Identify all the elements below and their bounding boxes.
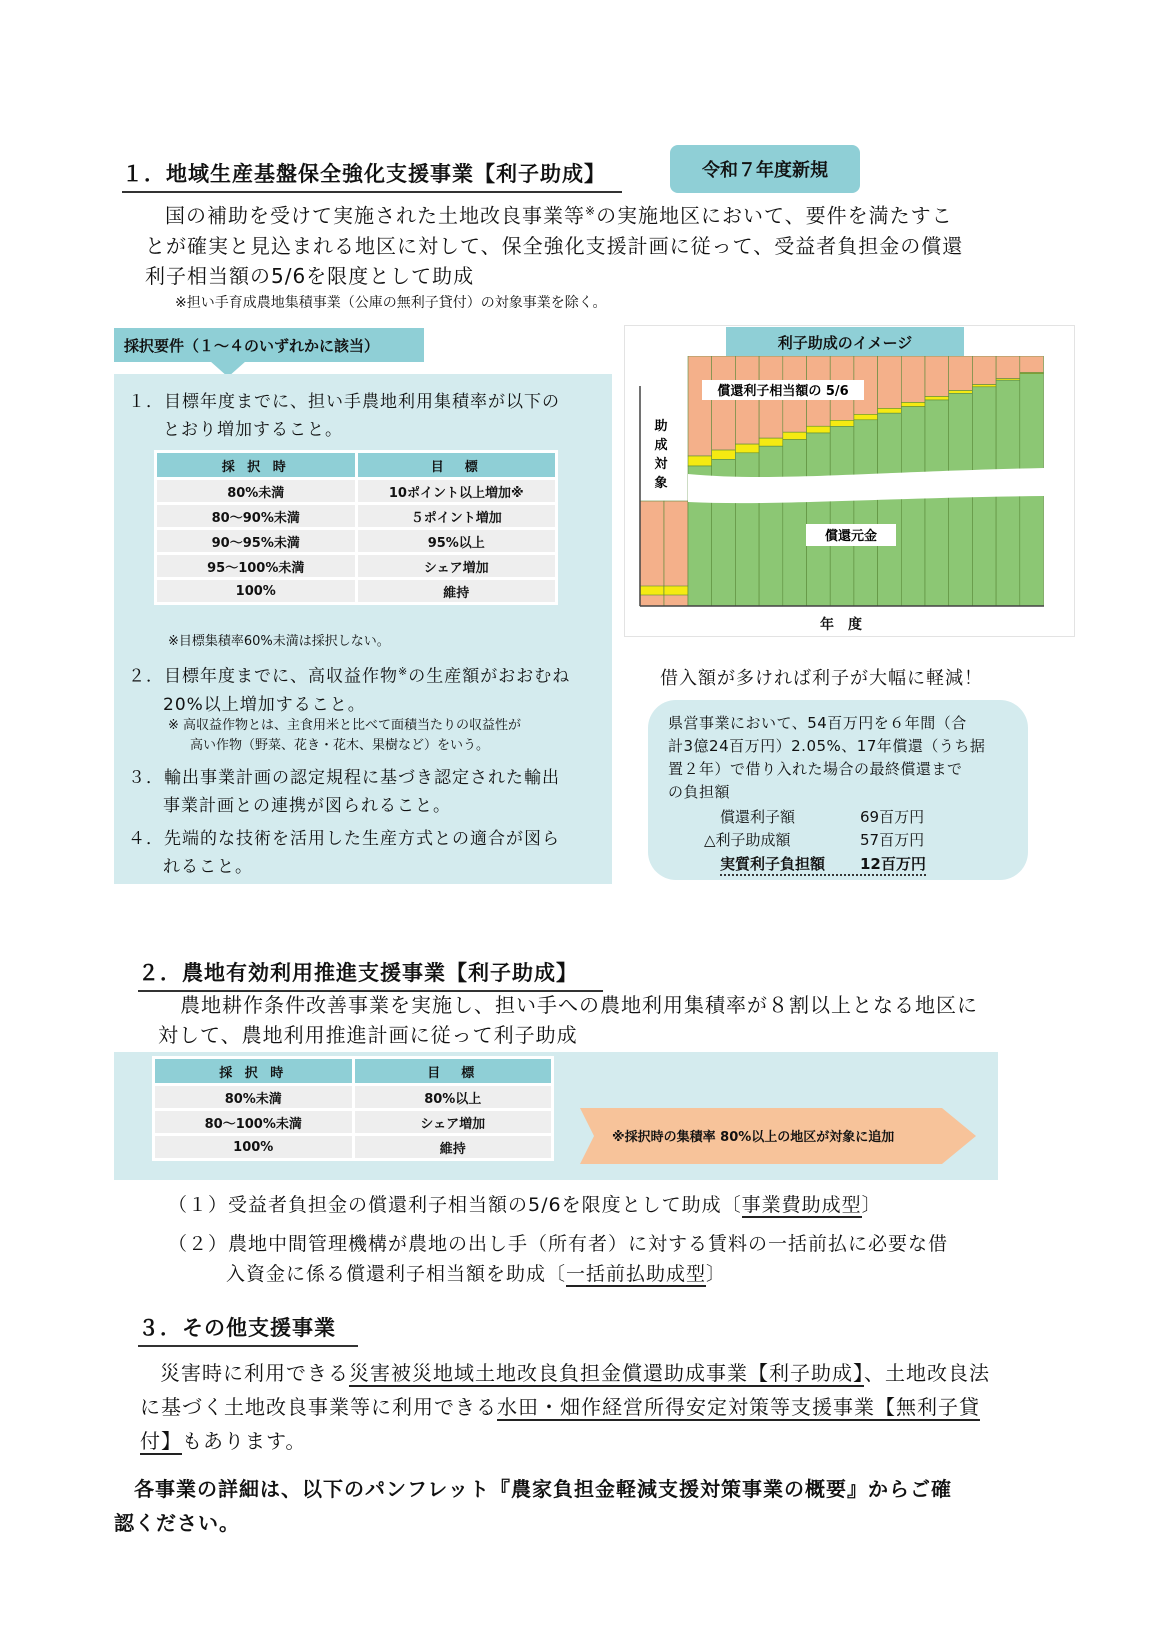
requirement-2 [128,658,570,719]
bar-subsidy-remaining [878,408,902,413]
figure-vlabel [653,418,668,491]
bar-interest [878,356,902,408]
vlabel-char: 対 [654,457,668,472]
requirement-1-line-1: １．目標年度までに、担い手農地利用集積率が以下の [128,392,560,412]
bar-principal [830,426,854,606]
item-2-line-1: （２）農地中間管理機構が農地の出し手（所有者）に対する賃料の一括前払に必要な借 [168,1233,949,1255]
table-header-adopt: 採 択 時 [157,453,355,477]
callout-line: 県営事業において、54百万円を６年間（合 [668,714,967,732]
table-cell: シェア増加 [358,555,556,577]
requirement-tab-label: 採択要件（１～４のいずれかに該当） [124,336,380,355]
requirement-2-line-2: 20%以上増加すること。 [163,694,366,715]
table-row [157,480,555,502]
item-2-type: 一括前払助成型 [566,1263,707,1285]
table-row [157,530,555,552]
bar-interest [972,356,996,385]
bar-subsidy-remaining [688,456,712,466]
bar-subsidy-remaining [830,420,854,426]
bar-subsidy-remaining [807,426,831,433]
bar-subsidy-remaining [901,402,925,406]
table-cell: 80%未満 [157,480,355,502]
bar-interest [712,356,736,450]
table-row [155,1086,551,1108]
bar-interest [735,356,759,444]
table-cell: 80%以上 [355,1086,552,1108]
section2-paragraph [158,990,978,1050]
section1-line-3: 利子相当額の5/6を限度として助成 [145,263,475,288]
requirement-2-line-1 [128,658,570,691]
item-1-close: 〕 [861,1194,882,1216]
item-2-line-2 [168,1259,948,1289]
table-row [157,505,555,527]
callout-row-label: 償還利子額 [720,808,796,826]
item-1-type: 事業費助成型 [741,1194,862,1216]
vlabel-char: 助 [654,419,668,434]
bar-principal [783,440,807,606]
section2-item-1 [168,1190,882,1220]
requirement-2-line-1b: の生産額がおおむね [408,666,571,687]
table-cell: 維持 [358,580,556,602]
bar-principal [949,393,973,606]
bar-principal [901,407,925,606]
section3-title: ３．その他支援事業 [138,1312,358,1347]
requirement-4-line-1: ４．先端的な技術を活用した生産方式との適合が図ら [128,829,560,849]
item-2-text: 入資金に係る償還利子相当額を助成〔 [226,1263,567,1285]
closing-line-1: 各事業の詳細は、以下のパンフレット『農家負担金軽減支援対策事業の概要』からご確 [134,1477,952,1501]
callout-row-value: 69百万円 [860,808,925,826]
requirement-3 [128,764,560,820]
callout-row-1 [720,806,924,827]
table-row [157,555,555,577]
section3-line-1 [140,1356,990,1390]
bar-interest [688,356,712,456]
section2-line-2: 対して、農地利用推進計画に従って利子助成 [158,1023,578,1047]
bar-subsidy-remaining [712,450,736,459]
sup-mark: ※ [398,665,409,678]
target-arrow-text: ※採択時の集積率 80%以上の地区が対象に追加 [612,1130,895,1145]
criteria-table-2 [152,1056,554,1161]
bar-subsidy-remaining [783,432,807,439]
table-cell: 80～100%未満 [155,1111,352,1133]
callout-row-2 [704,829,924,850]
bar-subsidy-remaining [664,586,688,595]
section2-item-2 [168,1229,948,1289]
requirement-3-line-2: 事業計画との連携が図られること。 [163,796,451,816]
p2-link: 水田・畑作経営所得安定対策等支援事業【無利子貸 [497,1395,980,1419]
principal-label: 償還元金 [824,529,878,544]
closing-line-2: 認ください。 [114,1511,240,1535]
section3-closing [114,1472,952,1540]
table-header-adopt: 採 択 時 [155,1059,352,1083]
callout-line: 置２年）で借り入れた場合の最終償還まで [668,760,963,778]
p2-text: に基づく土地改良事業等に利用できる [140,1395,497,1419]
item-2-close: 〕 [706,1263,727,1285]
bar-interest [996,356,1020,379]
bar-subsidy-remaining [972,385,996,387]
bar-interest [1020,356,1044,373]
bar-interest [901,356,925,402]
callout-line: の負担額 [668,783,731,801]
bar-subsidy-remaining [949,391,973,394]
section1-line-1b: の実施地区において、要件を満たすこ [596,203,953,228]
bar-subsidy-remaining [925,397,949,401]
callout-headline: 借入額が多ければ利子が大幅に軽減！ [660,668,983,689]
new-badge [670,145,860,193]
table-header-row [157,453,555,477]
table-cell: ５ポイント増加 [358,505,556,527]
requirement-2-line-1a: ２．目標年度までに、高収益作物 [128,666,398,687]
table-row [157,580,555,602]
bar-principal [854,420,878,606]
requirement-tab [114,328,424,362]
vlabel-char: 象 [654,476,668,491]
interest-label: 償還利子相当額の 5/6 [717,384,849,399]
p1-text: 災害時に利用できる [160,1361,349,1385]
requirement-2-note-line-2: 高い作物（野菜、花き・花木、果樹など）をいう。 [190,738,490,753]
bar-principal [759,446,783,606]
requirement-4-line-2: れること。 [163,857,253,877]
table-header-target: 目 標 [358,453,556,477]
bar-principal [735,453,759,606]
section3-line-2 [140,1390,990,1424]
callout-row-label: 実質利子負担額 [720,855,826,873]
table-header-target: 目 標 [355,1059,552,1083]
bar-subsidy-remaining [735,444,759,453]
requirement-2-note-line-1: ※ 高収益作物とは、主食用米と比べて面積当たりの収益性が [168,718,522,733]
callout-row-label: △利子助成額 [704,831,791,849]
callout-text [668,712,985,804]
sup-mark: ※ [585,204,597,218]
table-cell: 維持 [355,1136,552,1158]
callout-row-3 [720,853,926,876]
new-badge-label: 令和７年度新規 [702,160,828,181]
bar-interest [925,356,949,397]
interest-figure [624,356,1074,611]
item-1-text: （１）受益者負担金の償還利子相当額の5/6を限度として助成〔 [168,1194,742,1216]
section1-line-2: とが確実と見込まれる地区に対して、保全強化支援計画に従って、受益者負担金の償還 [145,233,964,258]
callout-line: 計3億24百万円）2.05%、17年償還（うち据 [668,737,986,755]
requirement-1 [128,388,560,444]
vlabel-char: 成 [654,438,668,453]
p3-tail: もあります。 [182,1429,307,1453]
bar-subsidy-remaining [854,414,878,419]
section3-line-3 [140,1424,990,1458]
table-cell: 100% [155,1136,352,1158]
section1-note: ※担い手育成農地集積事業（公庫の無利子貸付）の対象事業を除く。 [175,295,607,311]
table-row [155,1111,551,1133]
bar-principal [878,413,902,606]
table-cell: 95%以上 [358,530,556,552]
bar-principal [807,433,831,606]
table-row [155,1136,551,1158]
callout-row-value: 57百万円 [860,831,925,849]
table-cell: 100% [157,580,355,602]
criteria-table-1 [154,450,558,605]
requirement-2-note [168,716,521,756]
section3-paragraph [140,1356,990,1458]
table-cell: シェア増加 [355,1111,552,1133]
table-header-row [155,1059,551,1083]
table-cell: 10ポイント以上増加※ [358,480,556,502]
callout-row-value: 12百万円 [860,855,926,873]
requirement-4 [128,825,560,881]
section2-title: ２．農地有効利用推進支援事業【利子助成】 [138,957,603,992]
bar-principal [925,400,949,606]
table-cell: 80%未満 [155,1086,352,1108]
bar-interest [949,356,973,391]
bar-subsidy-remaining [759,438,783,446]
section1-title: １．地域生産基盤保全強化支援事業【利子助成】 [122,158,622,193]
p1-tail: 、土地改良法 [864,1361,990,1385]
p3-link: 付】 [140,1429,182,1453]
requirement-1-line-2: とおり増加すること。 [163,420,343,440]
requirement-3-line-1: ３．輸出事業計画の認定規程に基づき認定された輸出 [128,768,560,788]
figure-title [726,327,964,357]
figure-xlabel: 年 度 [820,617,862,633]
table-cell: 90～95%未満 [157,530,355,552]
section2-line-1: 農地耕作条件改善事業を実施し、担い手への農地利用集積率が８割以上となる地区に [180,993,978,1017]
section1-line-1 [145,196,1035,231]
table-note: ※目標集積率60%未満は採択しない。 [168,634,390,649]
figure-title-label: 利子助成のイメージ [777,333,913,352]
table-cell: 95～100%未満 [157,555,355,577]
section1-line-1a: 国の補助を受けて実施された土地改良事業等 [165,203,585,228]
bar-subsidy-remaining [640,586,664,595]
table-cell: 80～90%未満 [157,505,355,527]
section1-paragraph [145,196,1035,291]
p1-link: 災害被災地域土地改良負担金償還助成事業【利子助成】 [349,1361,864,1385]
